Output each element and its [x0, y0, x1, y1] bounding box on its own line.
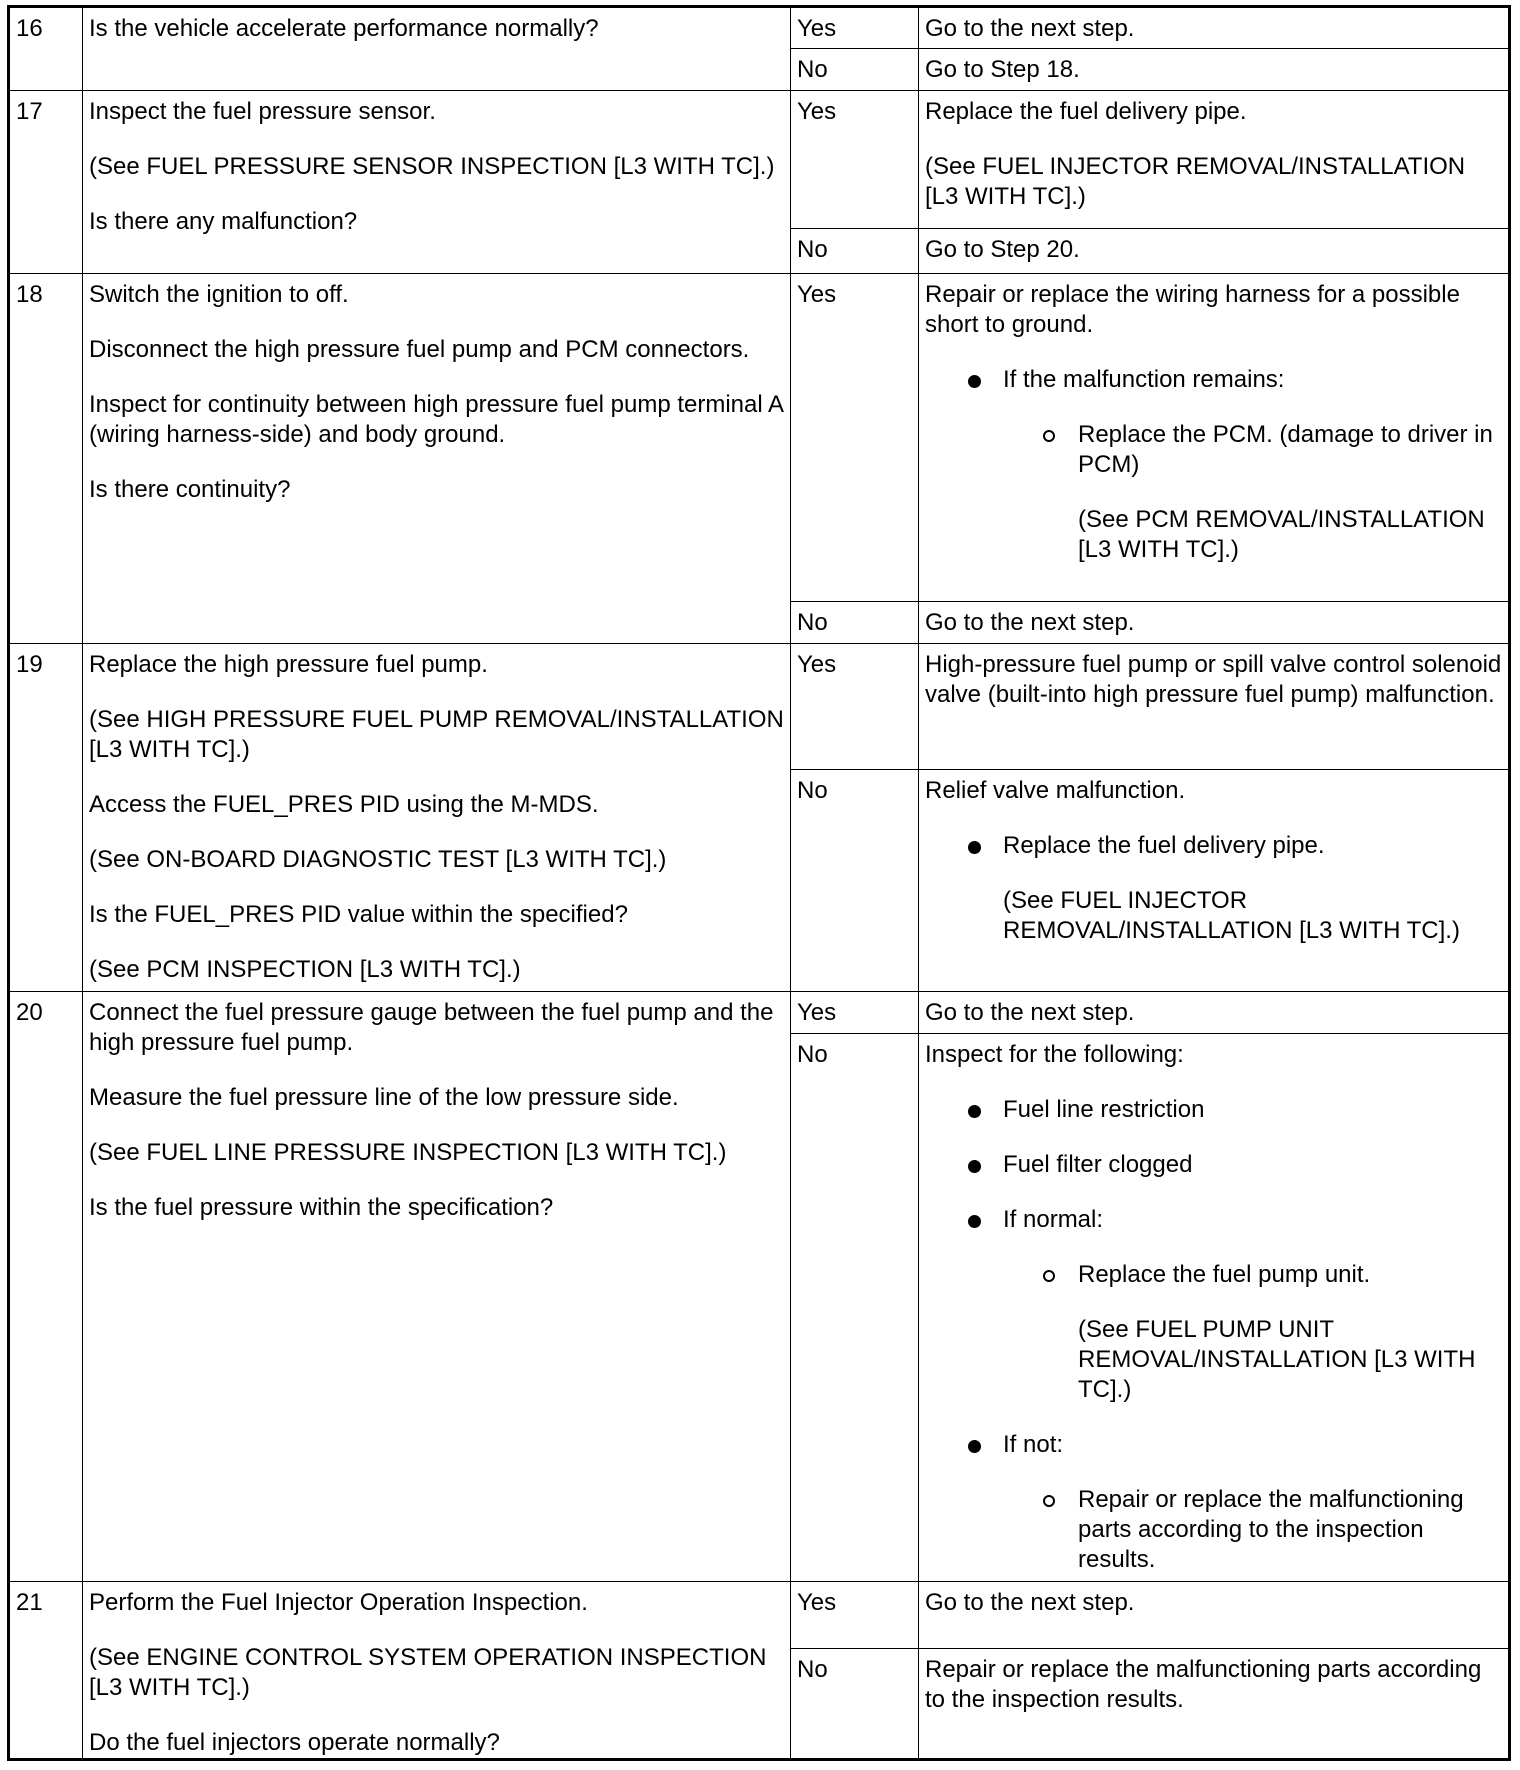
action-text: Disconnect the high pressure fuel pump and PCM connectors. [89, 336, 750, 364]
action-text: Access the FUEL_PRES PID using the M-MDS. [89, 791, 599, 819]
bullet-text: Replace the fuel delivery pipe. [1003, 832, 1325, 860]
result-yes [919, 7, 1510, 49]
result-text: Go to the next step. [925, 1588, 1135, 1616]
result-yes [919, 91, 1510, 229]
sub-bullet-reference: (See PCM REMOVAL/INSTALLATION [L3 WITH TC].) [1078, 506, 1485, 564]
action-reference: (See FUEL PRESSURE SENSOR INSPECTION [L3 WITH TC].) [89, 153, 775, 181]
bullet-text: If the malfunction remains: [1003, 366, 1285, 394]
result-text: Inspect for the following: [925, 1040, 1184, 1068]
result-no [919, 229, 1510, 274]
answer-no: No [791, 49, 919, 91]
result-no [919, 1033, 1510, 1581]
action-reference: (See ON-BOARD DIAGNOSTIC TEST [L3 WITH TC].) [89, 846, 667, 874]
sub-bullet-item [1003, 1485, 1502, 1575]
bullet-list [925, 831, 1502, 946]
action-question: Do the fuel injectors operate normally? [89, 1728, 500, 1756]
action-reference: (See ENGINE CONTROL SYSTEM OPERATION INSPECTION [L3 WITH TC].) [89, 1643, 767, 1701]
sub-bullet-text: Repair or replace the malfunctioning parts according to the inspection results. [1078, 1485, 1464, 1573]
result-text: Go to Step 18. [925, 56, 1080, 84]
step-number: 21 [9, 1581, 83, 1759]
action-reference: (See FUEL LINE PRESSURE INSPECTION [L3 WITH TC].) [89, 1138, 727, 1166]
result-yes [919, 274, 1510, 602]
action-question: Is the fuel pressure within the specification? [89, 1193, 554, 1221]
sub-bullet-list [1003, 420, 1502, 565]
result-text: Go to the next step. [925, 15, 1135, 42]
answer-yes: Yes [791, 7, 919, 49]
result-text: Go to Step 20. [925, 236, 1080, 264]
step-number: 16 [9, 7, 83, 91]
bullet-item [925, 1430, 1502, 1575]
bullet-text: If normal: [1003, 1205, 1104, 1233]
action-text: Switch the ignition to off. [89, 281, 349, 309]
action-text: Inspect for continuity between high pressure fuel pump terminal A (wiring harness-side) and body ground. [89, 391, 783, 449]
table-row [9, 7, 1510, 49]
action-text: Inspect the fuel pressure sensor. [89, 98, 436, 126]
sub-bullet-text: Replace the fuel pump unit. [1078, 1260, 1371, 1288]
answer-yes: Yes [791, 1581, 919, 1648]
answer-no: No [791, 1033, 919, 1581]
action-question: Is there any malfunction? [89, 208, 358, 236]
result-no [919, 602, 1510, 644]
result-text: Go to the next step. [925, 609, 1135, 637]
result-text: Replace the fuel delivery pipe. [925, 98, 1247, 126]
result-yes [919, 991, 1510, 1033]
table-row [9, 991, 1510, 1033]
diagnostic-procedure-table [7, 5, 1511, 1761]
action-reference: (See PCM INSPECTION [L3 WITH TC].) [89, 956, 521, 984]
result-no [919, 1648, 1510, 1759]
answer-no: No [791, 770, 919, 991]
bullet-text: Fuel filter clogged [1003, 1150, 1193, 1178]
bullet-text: Fuel line restriction [1003, 1095, 1205, 1123]
bullet-item [925, 1150, 1502, 1180]
action-question: Is the FUEL_PRES PID value within the specified? [89, 901, 628, 929]
action-question: Is there continuity? [89, 476, 291, 504]
answer-no: No [791, 229, 919, 274]
step-action [83, 274, 791, 644]
step-action [83, 991, 791, 1581]
result-text: Repair or replace the wiring harness for a possible short to ground. [925, 281, 1460, 339]
result-no [919, 49, 1510, 91]
answer-yes: Yes [791, 991, 919, 1033]
result-reference: (See FUEL INJECTOR REMOVAL/INSTALLATION [L3 WITH TC].) [925, 153, 1466, 211]
sub-bullet-list [1003, 1485, 1502, 1575]
sub-bullet-item [1003, 1260, 1502, 1405]
result-yes [919, 1581, 1510, 1648]
step-action [83, 644, 791, 991]
answer-yes: Yes [791, 274, 919, 602]
action-text: Connect the fuel pressure gauge between the fuel pump and the high pressure fuel pump. [89, 998, 774, 1056]
table-row [9, 644, 1510, 770]
table-row [9, 274, 1510, 602]
result-text: Relief valve malfunction. [925, 777, 1186, 805]
action-text: Is the vehicle accelerate performance normally? [89, 15, 599, 42]
step-action [83, 7, 791, 91]
bullet-item [925, 831, 1502, 946]
step-action [83, 91, 791, 274]
result-text: Repair or replace the malfunctioning parts according to the inspection results. [925, 1655, 1482, 1713]
result-yes [919, 644, 1510, 770]
result-text: Go to the next step. [925, 998, 1135, 1026]
bullet-list [925, 1095, 1502, 1575]
bullet-reference: (See FUEL INJECTOR REMOVAL/INSTALLATION [L3 WITH TC].) [1003, 887, 1460, 945]
action-text: Measure the fuel pressure line of the low pressure side. [89, 1083, 679, 1111]
action-text: Replace the high pressure fuel pump. [89, 651, 488, 679]
bullet-item [925, 1095, 1502, 1125]
step-action [83, 1581, 791, 1759]
result-text: High-pressure fuel pump or spill valve control solenoid valve (built-into high pressure fuel pump) malfunction. [925, 651, 1502, 709]
step-number: 20 [9, 991, 83, 1581]
action-text: Perform the Fuel Injector Operation Inspection. [89, 1588, 588, 1616]
table-row [9, 1581, 1510, 1648]
answer-no: No [791, 1648, 919, 1759]
answer-yes: Yes [791, 91, 919, 229]
sub-bullet-text: Replace the PCM. (damage to driver in PCM) [1078, 421, 1493, 479]
sub-bullet-reference: (See FUEL PUMP UNIT REMOVAL/INSTALLATION [L3 WITH TC].) [1078, 1315, 1476, 1403]
result-no [919, 770, 1510, 991]
table-row [9, 91, 1510, 229]
step-number: 19 [9, 644, 83, 991]
action-reference: (See HIGH PRESSURE FUEL PUMP REMOVAL/INSTALLATION [L3 WITH TC].) [89, 706, 784, 764]
bullet-item [925, 1205, 1502, 1405]
bullet-list [925, 365, 1502, 565]
sub-bullet-list [1003, 1260, 1502, 1405]
bullet-item [925, 365, 1502, 565]
sub-bullet-item [1003, 420, 1502, 565]
answer-yes: Yes [791, 644, 919, 770]
bullet-text: If not: [1003, 1430, 1064, 1458]
answer-no: No [791, 602, 919, 644]
step-number: 17 [9, 91, 83, 274]
step-number: 18 [9, 274, 83, 644]
